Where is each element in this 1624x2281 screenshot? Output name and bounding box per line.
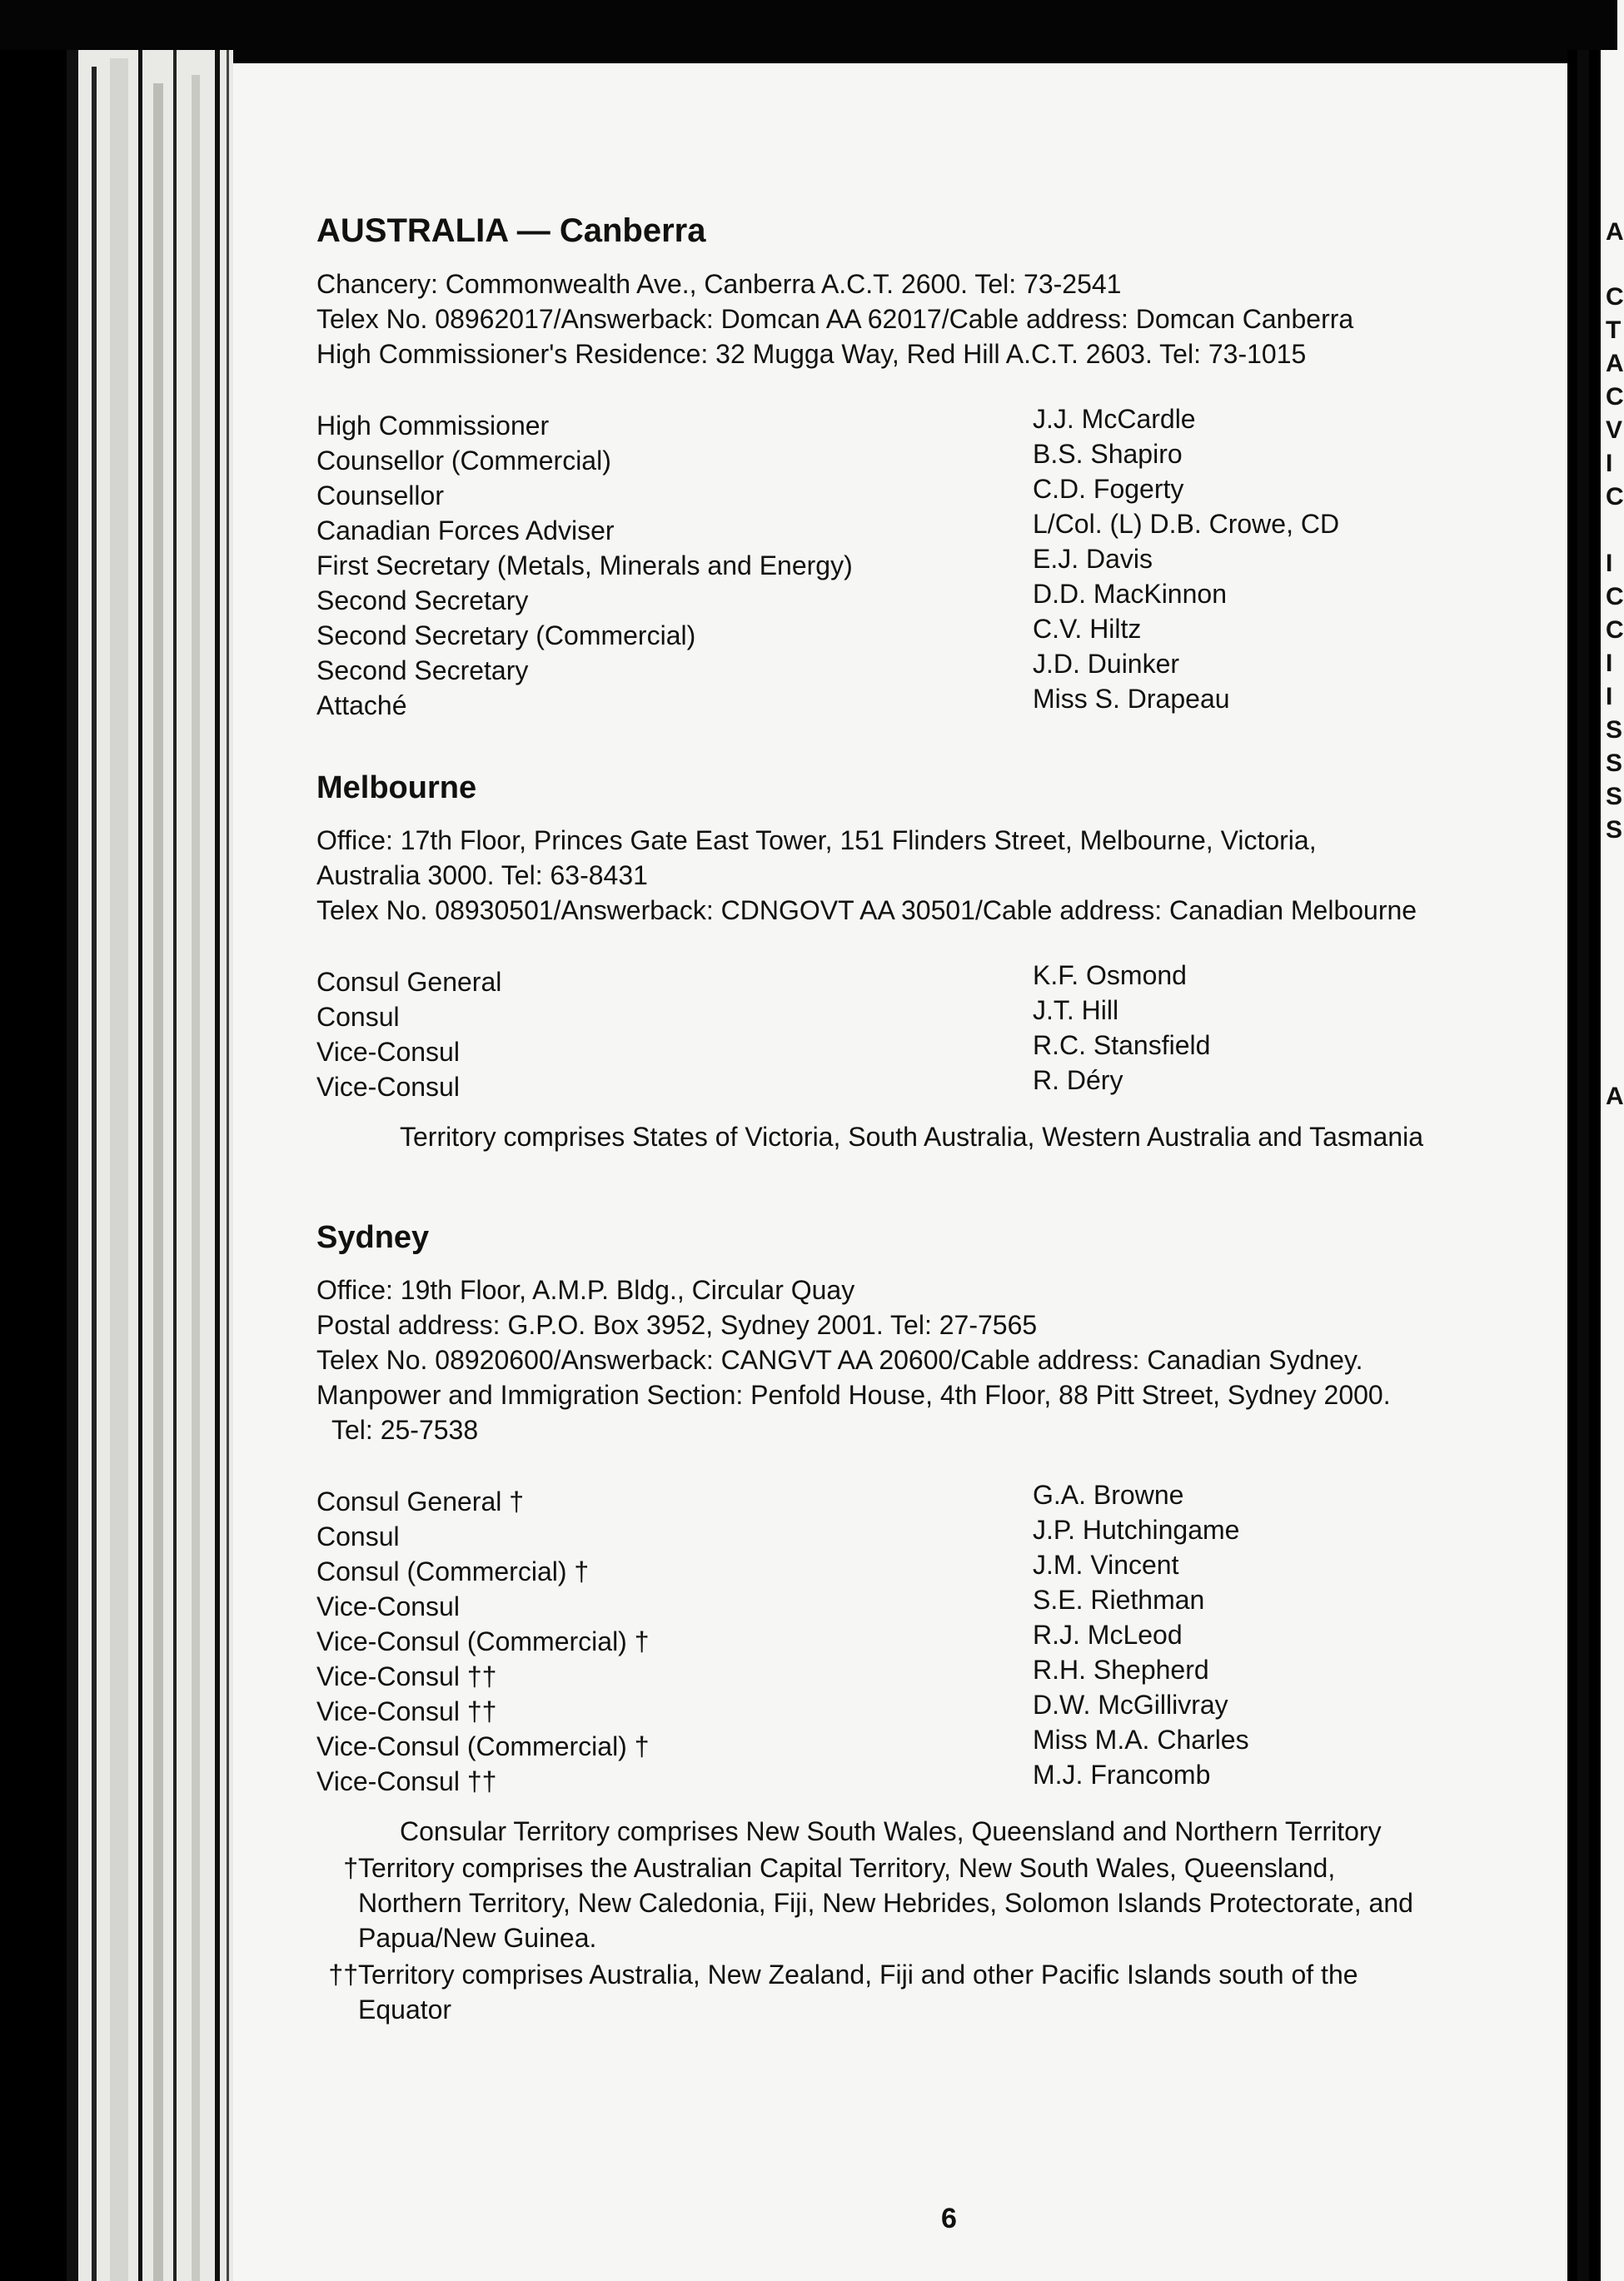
staff-title: First Secretary (Metals, Minerals and Energy)	[316, 550, 853, 580]
staff-name: C.D. Fogerty	[1033, 474, 1184, 504]
staff-title: Second Secretary	[316, 655, 529, 685]
staff-title: Canadian Forces Adviser	[316, 515, 615, 545]
melbourne-titles-column	[316, 958, 1033, 1104]
staff-title: Vice-Consul	[316, 1072, 460, 1102]
sydney-address-block	[316, 1272, 1549, 1447]
staff-title: Consul General †	[316, 1487, 525, 1517]
adjacent-page-letter: I	[1606, 450, 1613, 477]
page-number: 6	[941, 2203, 957, 2234]
book-binding-gutter	[67, 50, 233, 2281]
staff-name: E.J. Davis	[1033, 544, 1153, 574]
melbourne-address-block	[316, 823, 1549, 928]
adjacent-page-letter: I	[1606, 550, 1613, 577]
staff-title: Counsellor (Commercial)	[316, 446, 611, 476]
staff-name: R.J. McLeod	[1033, 1620, 1183, 1650]
staff-name: K.F. Osmond	[1033, 960, 1187, 990]
adjacent-page-letter: C	[1606, 583, 1624, 610]
adjacent-page-letter: S	[1606, 783, 1623, 810]
staff-title: Vice-Consul	[316, 1591, 460, 1621]
footnote-mark: †	[343, 1853, 358, 1883]
sydney-territory-note: Consular Territory comprises New South Wales, Queensland and Northern Territory	[400, 1816, 1382, 1846]
heading-country: AUSTRALIA	[316, 212, 508, 249]
canberra-names-column	[1033, 401, 1532, 723]
address-line: Chancery: Commonwealth Ave., Canberra A.C.T. 2600. Tel: 73-2541	[316, 269, 1122, 299]
adjacent-page-letter: S	[1606, 716, 1623, 744]
footnote-text: Territory comprises the Australian Capital Territory, New South Wales, Queensland, Northern Territory, New Caledonia, Fiji, New Hebrides, Solomon Islands Protectorate, and Papua/New Guinea.	[358, 1853, 1413, 1953]
adjacent-page-letter: S	[1606, 816, 1623, 844]
staff-name: G.A. Browne	[1033, 1480, 1184, 1510]
scan-left-border	[0, 50, 67, 2281]
staff-title: Vice-Consul (Commercial) †	[316, 1731, 650, 1761]
staff-title: Vice-Consul (Commercial) †	[316, 1626, 650, 1656]
staff-name: Miss S. Drapeau	[1033, 684, 1230, 714]
heading-australia-canberra	[316, 212, 1549, 250]
staff-name: S.E. Riethman	[1033, 1585, 1205, 1615]
staff-name: R.C. Stansfield	[1033, 1030, 1211, 1060]
footnote-text: Territory comprises Australia, New Zealand, Fiji and other Pacific Islands south of the Equator	[358, 1960, 1358, 2025]
canberra-address-block	[316, 266, 1549, 371]
footnote-mark: ††	[328, 1960, 358, 1990]
staff-name: L/Col. (L) D.B. Crowe, CD	[1033, 509, 1340, 539]
melbourne-names-column	[1033, 958, 1532, 1104]
address-line: High Commissioner's Residence: 32 Mugga Way, Red Hill A.C.T. 2603. Tel: 73-1015	[316, 339, 1307, 369]
heading-dash: —	[516, 212, 550, 249]
staff-title: Vice-Consul ††	[316, 1696, 497, 1726]
staff-title: Attaché	[316, 690, 407, 720]
staff-name: J.D. Duinker	[1033, 649, 1180, 679]
address-line: Office: 17th Floor, Princes Gate East Tower, 151 Flinders Street, Melbourne, Victoria,	[316, 825, 1317, 855]
heading-sydney: Sydney	[316, 1220, 430, 1255]
adjacent-page-letter: I	[1606, 650, 1613, 677]
staff-name: M.J. Francomb	[1033, 1760, 1211, 1790]
staff-name: J.P. Hutchingame	[1033, 1515, 1240, 1545]
address-line: Telex No. 08930501/Answerback: CDNGOVT AA 30501/Cable address: Canadian Melbourne	[316, 895, 1417, 925]
adjacent-page-letter: A	[1606, 350, 1624, 377]
address-line: Postal address: G.P.O. Box 3952, Sydney 2001. Tel: 27-7565	[316, 1310, 1038, 1340]
adjacent-page-letter: S	[1606, 750, 1623, 777]
staff-name: D.D. MacKinnon	[1033, 579, 1227, 609]
adjacent-page-letter: T	[1606, 316, 1622, 344]
sydney-titles-column	[316, 1477, 1033, 1799]
staff-name: B.S. Shapiro	[1033, 439, 1183, 469]
staff-title: Counsellor	[316, 481, 444, 510]
staff-name: D.W. McGillivray	[1033, 1690, 1228, 1720]
staff-title: Vice-Consul ††	[316, 1766, 497, 1796]
footnote-single-dagger	[316, 1850, 1416, 1955]
footnote-double-dagger	[316, 1957, 1416, 2027]
adjacent-page-letter: C	[1606, 616, 1624, 644]
staff-title: Vice-Consul	[316, 1037, 460, 1067]
staff-name: J.J. McCardle	[1033, 404, 1196, 434]
address-line: Australia 3000. Tel: 63-8431	[316, 860, 648, 890]
adjacent-page-letter: A	[1606, 1083, 1624, 1110]
heading-city: Canberra	[559, 212, 706, 249]
staff-title: Vice-Consul ††	[316, 1661, 497, 1691]
staff-name: C.V. Hiltz	[1033, 614, 1142, 644]
sydney-names-column	[1033, 1477, 1532, 1799]
heading-melbourne: Melbourne	[316, 770, 477, 805]
staff-title: High Commissioner	[316, 411, 550, 441]
staff-title: Consul General	[316, 967, 502, 997]
address-line: Telex No. 08920600/Answerback: CANGVT AA 20600/Cable address: Canadian Sydney.	[316, 1345, 1363, 1375]
scan-top-border	[0, 0, 1617, 63]
staff-name: J.T. Hill	[1033, 995, 1119, 1025]
staff-title: Consul	[316, 1002, 400, 1032]
address-line: Telex No. 08962017/Answerback: Domcan AA 62017/Cable address: Domcan Canberra	[316, 304, 1354, 334]
adjacent-page-edge	[1577, 50, 1589, 2281]
adjacent-page-letter: C	[1606, 283, 1624, 311]
staff-title: Second Secretary (Commercial)	[316, 620, 696, 650]
staff-name: R.H. Shepherd	[1033, 1655, 1209, 1685]
staff-name: R. Déry	[1033, 1065, 1123, 1095]
melbourne-staff-list	[316, 958, 1549, 1104]
address-line: Office: 19th Floor, A.M.P. Bldg., Circular Quay	[316, 1275, 855, 1305]
adjacent-page-letter: V	[1606, 416, 1623, 444]
address-line: Manpower and Immigration Section: Penfold House, 4th Floor, 88 Pitt Street, Sydney 2000.	[316, 1380, 1391, 1410]
staff-name: Miss M.A. Charles	[1033, 1725, 1249, 1755]
staff-name: J.M. Vincent	[1033, 1550, 1179, 1580]
staff-title: Consul	[316, 1521, 400, 1551]
adjacent-page-letter: A	[1606, 218, 1624, 246]
adjacent-page-letter: C	[1606, 483, 1624, 510]
canberra-staff-list	[316, 401, 1549, 723]
adjacent-page-letter: C	[1606, 383, 1624, 411]
section-sydney	[316, 1220, 1549, 2027]
address-line: Tel: 25-7538	[331, 1415, 479, 1445]
sydney-staff-list	[316, 1477, 1549, 1799]
adjacent-page-letter: I	[1606, 683, 1613, 710]
section-melbourne	[316, 770, 1549, 1154]
staff-title: Second Secretary	[316, 585, 529, 615]
canberra-titles-column	[316, 401, 1033, 723]
melbourne-territory-note: Territory comprises States of Victoria, South Australia, Western Australia and Tasmania	[400, 1122, 1424, 1152]
staff-title: Consul (Commercial) †	[316, 1556, 590, 1586]
section-canberra	[316, 212, 1549, 723]
